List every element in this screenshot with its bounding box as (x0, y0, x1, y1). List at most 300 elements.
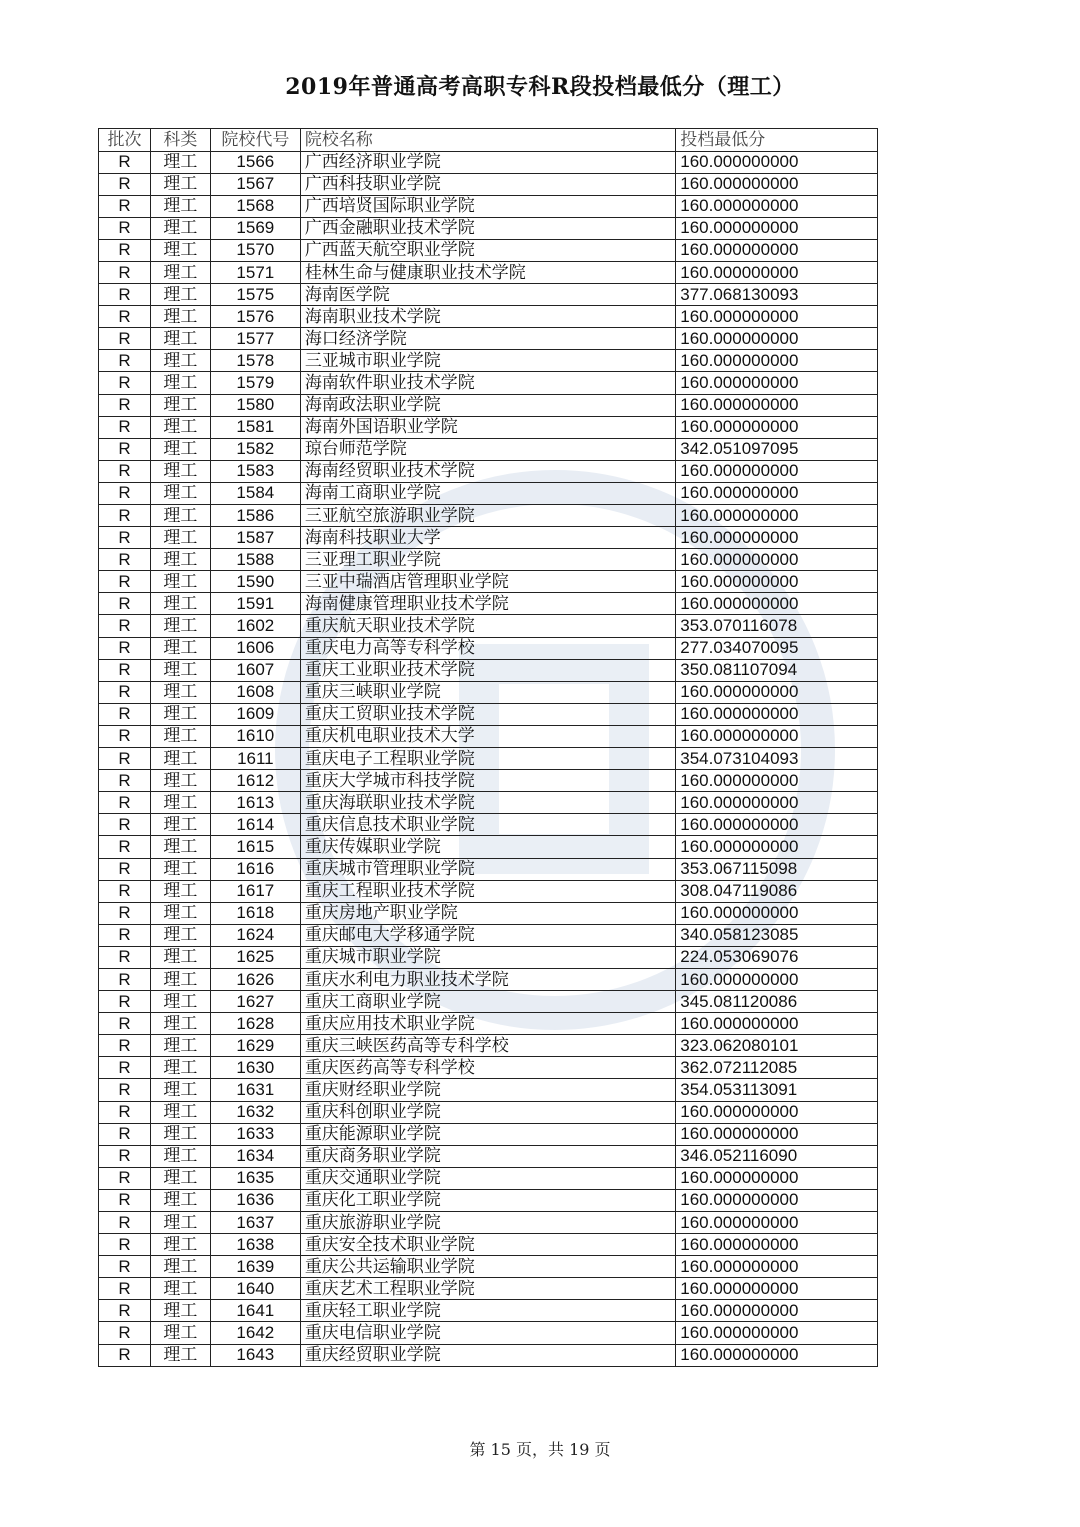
table-row (99, 1189, 878, 1211)
table-row (99, 814, 878, 836)
cell-batch: R (99, 460, 151, 482)
cell-batch: R (99, 748, 151, 770)
cell-school-code: 1631 (210, 1079, 300, 1101)
cell-category: 理工 (150, 328, 210, 350)
cell-category: 理工 (150, 394, 210, 416)
cell-school-name: 重庆电子工程职业学院 (300, 748, 675, 770)
cell-batch: R (99, 991, 151, 1013)
cell-batch: R (99, 1322, 151, 1344)
cell-batch: R (99, 946, 151, 968)
table-row (99, 968, 878, 990)
header-min-score: 投档最低分 (676, 129, 878, 152)
document-title: 2019年普通高考高职专科R段投档最低分（理工） (285, 74, 795, 100)
cell-min-score: 160.000000000 (676, 416, 878, 438)
cell-category: 理工 (150, 637, 210, 659)
cell-school-name: 桂林生命与健康职业技术学院 (300, 261, 675, 283)
cell-category: 理工 (150, 725, 210, 747)
cell-school-code: 1618 (210, 902, 300, 924)
cell-batch: R (99, 1234, 151, 1256)
cell-school-name: 海南经贸职业技术学院 (300, 460, 675, 482)
cell-min-score: 353.067115098 (676, 858, 878, 880)
cell-category: 理工 (150, 1123, 210, 1145)
cell-school-name: 重庆房地产职业学院 (300, 902, 675, 924)
cell-min-score: 224.053069076 (676, 946, 878, 968)
cell-batch: R (99, 814, 151, 836)
cell-batch: R (99, 637, 151, 659)
table-row (99, 1035, 878, 1057)
cell-min-score: 377.068130093 (676, 284, 878, 306)
cell-batch: R (99, 770, 151, 792)
cell-school-code: 1578 (210, 350, 300, 372)
cell-school-code: 1624 (210, 924, 300, 946)
cell-school-code: 1581 (210, 416, 300, 438)
cell-batch: R (99, 902, 151, 924)
cell-school-code: 1587 (210, 527, 300, 549)
cell-min-score: 345.081120086 (676, 991, 878, 1013)
cell-category: 理工 (150, 968, 210, 990)
table-row (99, 1212, 878, 1234)
table-row (99, 1123, 878, 1145)
cell-category: 理工 (150, 571, 210, 593)
table-row (99, 836, 878, 858)
cell-school-code: 1641 (210, 1300, 300, 1322)
table-row (99, 770, 878, 792)
cell-category: 理工 (150, 1101, 210, 1123)
cell-batch: R (99, 1167, 151, 1189)
cell-school-code: 1590 (210, 571, 300, 593)
cell-school-code: 1607 (210, 659, 300, 681)
cell-batch: R (99, 151, 151, 173)
cell-batch: R (99, 261, 151, 283)
cell-batch: R (99, 615, 151, 637)
cell-batch: R (99, 350, 151, 372)
cell-category: 理工 (150, 1300, 210, 1322)
table-row (99, 372, 878, 394)
cell-category: 理工 (150, 549, 210, 571)
cell-school-name: 海南职业技术学院 (300, 306, 675, 328)
cell-school-name: 重庆安全技术职业学院 (300, 1234, 675, 1256)
cell-batch: R (99, 1079, 151, 1101)
cell-min-score: 160.000000000 (676, 505, 878, 527)
cell-min-score: 160.000000000 (676, 482, 878, 504)
cell-category: 理工 (150, 350, 210, 372)
cell-category: 理工 (150, 306, 210, 328)
table-row (99, 991, 878, 1013)
cell-school-code: 1568 (210, 195, 300, 217)
table-row (99, 1234, 878, 1256)
table-row (99, 1057, 878, 1079)
cell-category: 理工 (150, 284, 210, 306)
cell-school-code: 1612 (210, 770, 300, 792)
cell-school-name: 重庆城市管理职业学院 (300, 858, 675, 880)
table-row (99, 416, 878, 438)
table-row (99, 306, 878, 328)
cell-school-name: 重庆商务职业学院 (300, 1145, 675, 1167)
cell-school-code: 1577 (210, 328, 300, 350)
cell-school-name: 重庆传媒职业学院 (300, 836, 675, 858)
table-row (99, 394, 878, 416)
cell-min-score: 160.000000000 (676, 1234, 878, 1256)
cell-school-code: 1567 (210, 173, 300, 195)
cell-category: 理工 (150, 1035, 210, 1057)
cell-min-score: 160.000000000 (676, 394, 878, 416)
cell-min-score: 160.000000000 (676, 306, 878, 328)
cell-school-name: 重庆水利电力职业技术学院 (300, 968, 675, 990)
table-row (99, 1256, 878, 1278)
cell-min-score: 160.000000000 (676, 1322, 878, 1344)
cell-category: 理工 (150, 593, 210, 615)
cell-school-name: 广西经济职业学院 (300, 151, 675, 173)
cell-school-name: 重庆航天职业技术学院 (300, 615, 675, 637)
cell-batch: R (99, 372, 151, 394)
cell-batch: R (99, 328, 151, 350)
cell-category: 理工 (150, 681, 210, 703)
cell-school-code: 1634 (210, 1145, 300, 1167)
cell-school-code: 1609 (210, 703, 300, 725)
cell-min-score: 160.000000000 (676, 1013, 878, 1035)
cell-school-name: 重庆轻工职业学院 (300, 1300, 675, 1322)
cell-batch: R (99, 306, 151, 328)
table-row (99, 173, 878, 195)
cell-school-code: 1629 (210, 1035, 300, 1057)
table-row (99, 350, 878, 372)
cell-school-name: 重庆三峡医药高等专科学校 (300, 1035, 675, 1057)
table-row (99, 527, 878, 549)
cell-min-score: 308.047119086 (676, 880, 878, 902)
cell-min-score: 160.000000000 (676, 814, 878, 836)
table-row (99, 505, 878, 527)
cell-school-code: 1588 (210, 549, 300, 571)
table-row (99, 284, 878, 306)
table-row (99, 902, 878, 924)
cell-min-score: 346.052116090 (676, 1145, 878, 1167)
cell-category: 理工 (150, 1013, 210, 1035)
cell-min-score: 160.000000000 (676, 239, 878, 261)
table-row (99, 1278, 878, 1300)
cell-school-name: 广西金融职业技术学院 (300, 217, 675, 239)
cell-school-name: 海南科技职业大学 (300, 527, 675, 549)
cell-min-score: 160.000000000 (676, 681, 878, 703)
cell-school-code: 1586 (210, 505, 300, 527)
cell-school-name: 三亚理工职业学院 (300, 549, 675, 571)
cell-min-score: 160.000000000 (676, 261, 878, 283)
table-row (99, 792, 878, 814)
cell-batch: R (99, 792, 151, 814)
table-row (99, 1344, 878, 1366)
cell-school-name: 重庆科创职业学院 (300, 1101, 675, 1123)
cell-school-code: 1575 (210, 284, 300, 306)
cell-school-code: 1630 (210, 1057, 300, 1079)
cell-category: 理工 (150, 1189, 210, 1211)
cell-category: 理工 (150, 792, 210, 814)
table-row (99, 217, 878, 239)
cell-school-name: 海口经济学院 (300, 328, 675, 350)
cell-school-code: 1566 (210, 151, 300, 173)
cell-school-name: 重庆应用技术职业学院 (300, 1013, 675, 1035)
cell-school-name: 重庆工商职业学院 (300, 991, 675, 1013)
cell-school-code: 1606 (210, 637, 300, 659)
cell-school-code: 1626 (210, 968, 300, 990)
cell-category: 理工 (150, 438, 210, 460)
cell-school-name: 海南健康管理职业技术学院 (300, 593, 675, 615)
cell-batch: R (99, 416, 151, 438)
cell-school-code: 1608 (210, 681, 300, 703)
table-row (99, 1145, 878, 1167)
table-row (99, 151, 878, 173)
cell-category: 理工 (150, 1167, 210, 1189)
table-row (99, 637, 878, 659)
cell-batch: R (99, 438, 151, 460)
cell-min-score: 160.000000000 (676, 571, 878, 593)
cell-batch: R (99, 858, 151, 880)
cell-category: 理工 (150, 527, 210, 549)
cell-school-name: 三亚航空旅游职业学院 (300, 505, 675, 527)
cell-batch: R (99, 173, 151, 195)
cell-category: 理工 (150, 1278, 210, 1300)
cell-school-code: 1591 (210, 593, 300, 615)
cell-school-name: 海南工商职业学院 (300, 482, 675, 504)
table-row (99, 460, 878, 482)
cell-batch: R (99, 1101, 151, 1123)
cell-category: 理工 (150, 416, 210, 438)
cell-school-name: 海南外国语职业学院 (300, 416, 675, 438)
cell-batch: R (99, 239, 151, 261)
cell-batch: R (99, 836, 151, 858)
cell-min-score: 160.000000000 (676, 770, 878, 792)
cell-min-score: 160.000000000 (676, 1300, 878, 1322)
cell-school-name: 广西科技职业学院 (300, 173, 675, 195)
cell-school-code: 1583 (210, 460, 300, 482)
cell-min-score: 160.000000000 (676, 703, 878, 725)
cell-min-score: 160.000000000 (676, 527, 878, 549)
cell-batch: R (99, 1344, 151, 1366)
cell-school-code: 1625 (210, 946, 300, 968)
table-row (99, 261, 878, 283)
cell-min-score: 160.000000000 (676, 1167, 878, 1189)
table-header-row (99, 129, 878, 152)
cell-min-score: 323.062080101 (676, 1035, 878, 1057)
cell-school-code: 1637 (210, 1212, 300, 1234)
cell-school-code: 1582 (210, 438, 300, 460)
cell-batch: R (99, 924, 151, 946)
cell-category: 理工 (150, 748, 210, 770)
cell-min-score: 160.000000000 (676, 1256, 878, 1278)
table-row (99, 858, 878, 880)
cell-school-code: 1639 (210, 1256, 300, 1278)
cell-batch: R (99, 880, 151, 902)
cell-category: 理工 (150, 261, 210, 283)
cell-min-score: 354.053113091 (676, 1079, 878, 1101)
header-school-code: 院校代号 (210, 129, 300, 152)
table-row (99, 615, 878, 637)
cell-batch: R (99, 1300, 151, 1322)
cell-category: 理工 (150, 217, 210, 239)
cell-min-score: 160.000000000 (676, 792, 878, 814)
table-row (99, 571, 878, 593)
table-row (99, 1300, 878, 1322)
table-row (99, 1013, 878, 1035)
cell-min-score: 160.000000000 (676, 217, 878, 239)
cell-school-name: 海南政法职业学院 (300, 394, 675, 416)
cell-category: 理工 (150, 1145, 210, 1167)
cell-school-name: 重庆电信职业学院 (300, 1322, 675, 1344)
cell-school-code: 1615 (210, 836, 300, 858)
cell-min-score: 160.000000000 (676, 1189, 878, 1211)
table-row (99, 946, 878, 968)
table-body (99, 151, 878, 1366)
cell-category: 理工 (150, 770, 210, 792)
cell-min-score: 160.000000000 (676, 372, 878, 394)
table-row (99, 239, 878, 261)
cell-category: 理工 (150, 615, 210, 637)
table-row (99, 438, 878, 460)
cell-batch: R (99, 1035, 151, 1057)
cell-category: 理工 (150, 946, 210, 968)
cell-school-code: 1602 (210, 615, 300, 637)
cell-school-code: 1643 (210, 1344, 300, 1366)
cell-min-score: 350.081107094 (676, 659, 878, 681)
cell-min-score: 340.058123085 (676, 924, 878, 946)
cell-category: 理工 (150, 195, 210, 217)
cell-category: 理工 (150, 659, 210, 681)
cell-school-name: 琼台师范学院 (300, 438, 675, 460)
cell-batch: R (99, 1013, 151, 1035)
cell-category: 理工 (150, 1322, 210, 1344)
cell-min-score: 160.000000000 (676, 1123, 878, 1145)
cell-batch: R (99, 217, 151, 239)
cell-min-score: 353.070116078 (676, 615, 878, 637)
cell-min-score: 160.000000000 (676, 1344, 878, 1366)
table-row (99, 1167, 878, 1189)
cell-batch: R (99, 1057, 151, 1079)
cell-school-code: 1569 (210, 217, 300, 239)
cell-school-code: 1570 (210, 239, 300, 261)
cell-batch: R (99, 968, 151, 990)
cell-batch: R (99, 1189, 151, 1211)
cell-min-score: 160.000000000 (676, 902, 878, 924)
cell-school-name: 重庆财经职业学院 (300, 1079, 675, 1101)
cell-school-name: 重庆医药高等专科学校 (300, 1057, 675, 1079)
cell-school-name: 海南软件职业技术学院 (300, 372, 675, 394)
cell-school-name: 重庆信息技术职业学院 (300, 814, 675, 836)
cell-school-name: 重庆城市职业学院 (300, 946, 675, 968)
cell-category: 理工 (150, 239, 210, 261)
cell-school-code: 1635 (210, 1167, 300, 1189)
cell-min-score: 160.000000000 (676, 1212, 878, 1234)
cell-category: 理工 (150, 902, 210, 924)
cell-batch: R (99, 1123, 151, 1145)
cell-school-name: 重庆交通职业学院 (300, 1167, 675, 1189)
cell-category: 理工 (150, 505, 210, 527)
cell-school-code: 1571 (210, 261, 300, 283)
cell-school-code: 1611 (210, 748, 300, 770)
cell-school-code: 1636 (210, 1189, 300, 1211)
cell-min-score: 160.000000000 (676, 1101, 878, 1123)
table-row (99, 1101, 878, 1123)
cell-school-code: 1610 (210, 725, 300, 747)
cell-batch: R (99, 1212, 151, 1234)
cell-min-score: 160.000000000 (676, 593, 878, 615)
cell-min-score: 362.072112085 (676, 1057, 878, 1079)
page-footer: 第 15 页，共 19 页 (469, 1440, 611, 1459)
header-school-name: 院校名称 (300, 129, 675, 152)
cell-school-code: 1628 (210, 1013, 300, 1035)
table-row (99, 659, 878, 681)
cell-category: 理工 (150, 1212, 210, 1234)
cell-school-name: 重庆工贸职业技术学院 (300, 703, 675, 725)
cell-school-name: 重庆三峡职业学院 (300, 681, 675, 703)
cell-min-score: 277.034070095 (676, 637, 878, 659)
cell-batch: R (99, 725, 151, 747)
table-row (99, 681, 878, 703)
cell-school-name: 重庆旅游职业学院 (300, 1212, 675, 1234)
cell-category: 理工 (150, 880, 210, 902)
cell-category: 理工 (150, 372, 210, 394)
cell-category: 理工 (150, 814, 210, 836)
cell-batch: R (99, 1256, 151, 1278)
cell-school-name: 广西蓝天航空职业学院 (300, 239, 675, 261)
cell-category: 理工 (150, 1256, 210, 1278)
cell-category: 理工 (150, 1344, 210, 1366)
cell-min-score: 160.000000000 (676, 968, 878, 990)
cell-batch: R (99, 394, 151, 416)
cell-category: 理工 (150, 924, 210, 946)
cell-min-score: 160.000000000 (676, 460, 878, 482)
header-batch: 批次 (99, 129, 151, 152)
cell-batch: R (99, 284, 151, 306)
cell-school-name: 重庆大学城市科技学院 (300, 770, 675, 792)
cell-school-code: 1576 (210, 306, 300, 328)
table-row (99, 593, 878, 615)
table-row (99, 1322, 878, 1344)
table-row (99, 328, 878, 350)
cell-school-code: 1616 (210, 858, 300, 880)
cell-school-code: 1617 (210, 880, 300, 902)
cell-school-name: 重庆艺术工程职业学院 (300, 1278, 675, 1300)
cell-school-code: 1642 (210, 1322, 300, 1344)
cell-category: 理工 (150, 991, 210, 1013)
cell-category: 理工 (150, 460, 210, 482)
cell-school-name: 海南医学院 (300, 284, 675, 306)
table-row (99, 748, 878, 770)
cell-school-name: 重庆能源职业学院 (300, 1123, 675, 1145)
cell-min-score: 160.000000000 (676, 725, 878, 747)
table-row (99, 924, 878, 946)
cell-batch: R (99, 659, 151, 681)
table-row (99, 703, 878, 725)
cell-school-code: 1632 (210, 1101, 300, 1123)
cell-category: 理工 (150, 836, 210, 858)
cell-batch: R (99, 571, 151, 593)
table-row (99, 725, 878, 747)
cell-batch: R (99, 549, 151, 571)
cell-min-score: 160.000000000 (676, 836, 878, 858)
cell-min-score: 160.000000000 (676, 328, 878, 350)
table-row (99, 482, 878, 504)
cell-batch: R (99, 1145, 151, 1167)
cell-school-name: 重庆化工职业学院 (300, 1189, 675, 1211)
cell-school-code: 1580 (210, 394, 300, 416)
cell-min-score: 354.073104093 (676, 748, 878, 770)
cell-batch: R (99, 482, 151, 504)
cell-school-name: 重庆电力高等专科学校 (300, 637, 675, 659)
cell-batch: R (99, 681, 151, 703)
cell-school-name: 三亚城市职业学院 (300, 350, 675, 372)
cell-category: 理工 (150, 173, 210, 195)
cell-min-score: 160.000000000 (676, 151, 878, 173)
cell-school-name: 重庆邮电大学移通学院 (300, 924, 675, 946)
cell-school-code: 1627 (210, 991, 300, 1013)
